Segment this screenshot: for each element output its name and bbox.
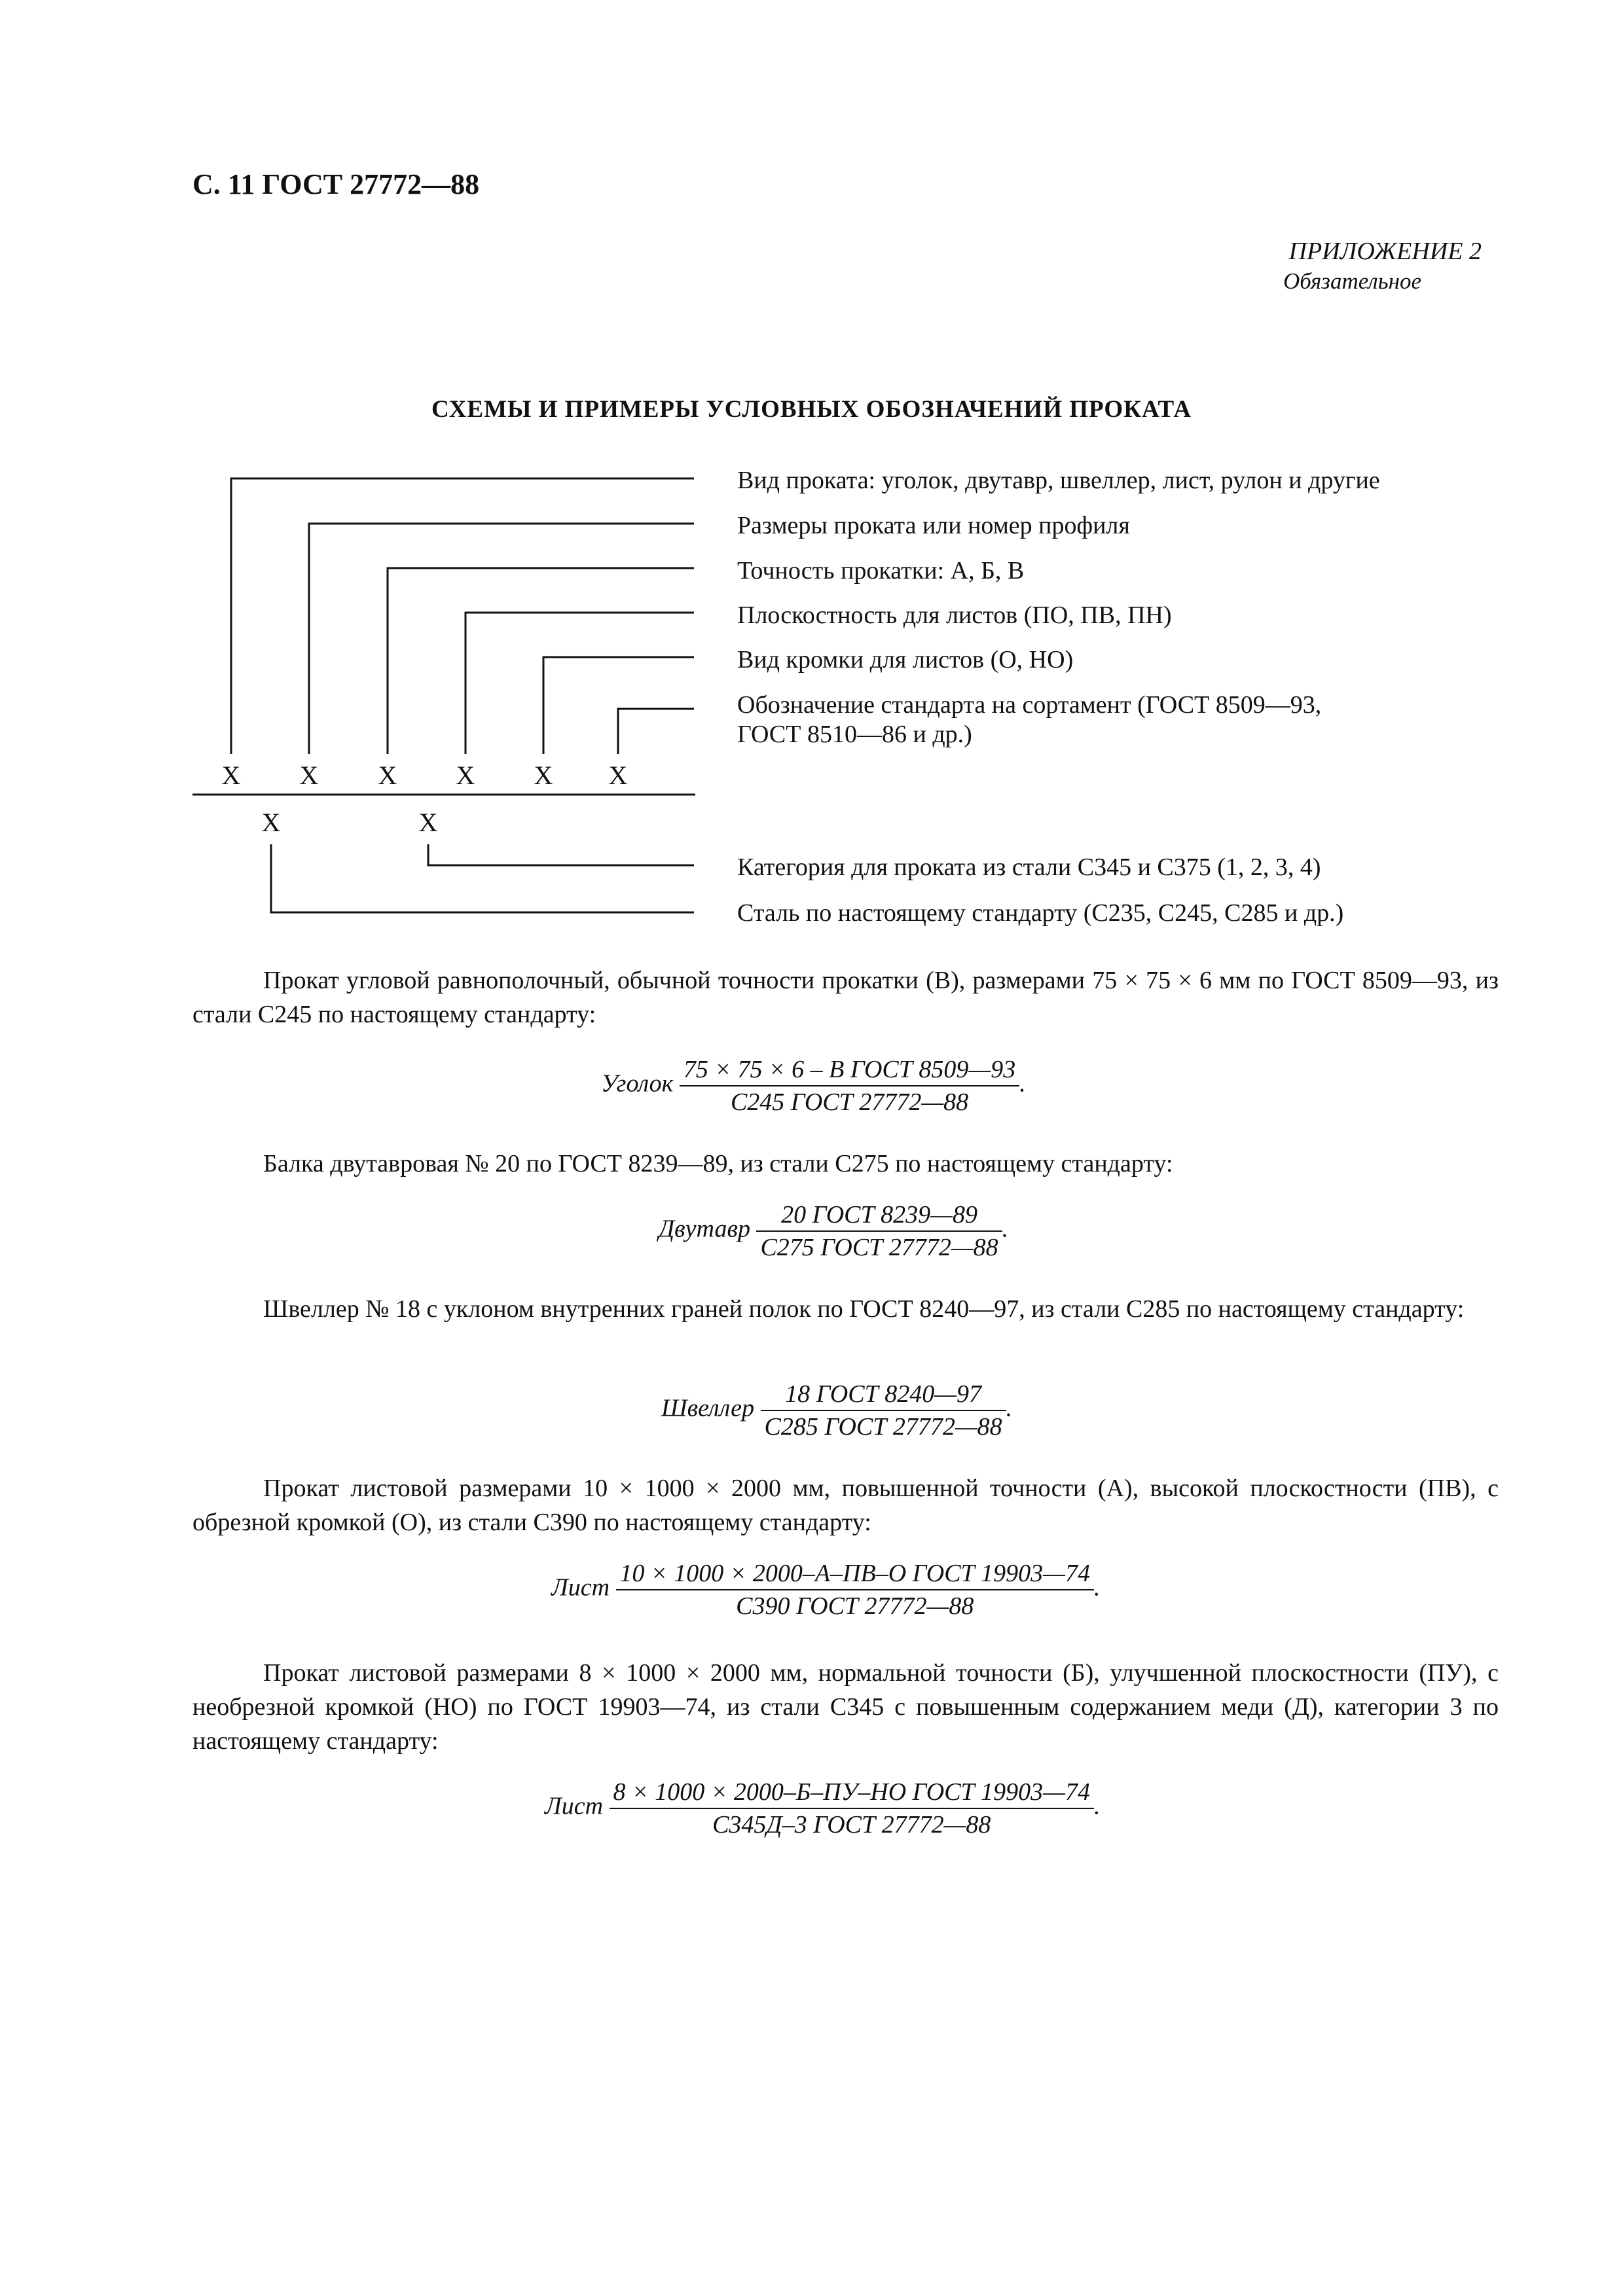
- example-3-designation: [661, 1380, 1012, 1441]
- example-5-numerator: 8 × 1000 × 2000–Б–ПУ–НО ГОСТ 19903—74: [610, 1778, 1094, 1809]
- marker-x-4: X: [456, 761, 475, 790]
- example-3-numerator: 18 ГОСТ 8240—97: [761, 1380, 1006, 1411]
- leader-line-4: [465, 613, 694, 754]
- leader-line-6: [618, 709, 694, 754]
- marker-x-1: X: [221, 761, 241, 790]
- scheme-label-6-cont: ГОСТ 8510—86 и др.): [737, 721, 972, 748]
- marker-x-bottom-2: X: [418, 808, 438, 837]
- marker-x-5: X: [534, 761, 553, 790]
- example-4-period: .: [1093, 1573, 1101, 1602]
- example-5-designation: [545, 1778, 1100, 1839]
- example-3-name: Швеллер: [661, 1394, 754, 1422]
- example-2-period: .: [1002, 1215, 1009, 1243]
- example-2-designation: [659, 1200, 1008, 1262]
- leader-line-bottom-2: [271, 844, 694, 912]
- example-5-name: Лист: [545, 1792, 604, 1820]
- scheme-label-4: Плоскостность для листов (ПО, ПВ, ПН): [737, 601, 1172, 629]
- example-5-period: .: [1093, 1792, 1101, 1820]
- example-4-denominator: С390 ГОСТ 27772—88: [736, 1592, 974, 1620]
- example-1-period: .: [1019, 1069, 1026, 1098]
- example-1-designation: [601, 1055, 1026, 1117]
- leader-line-3: [388, 568, 694, 754]
- appendix-title: ПРИЛОЖЕНИЕ 2: [1288, 238, 1482, 265]
- example-2-denominator: С275 ГОСТ 27772—88: [760, 1234, 998, 1261]
- scheme-label-7: Категория для проката из стали С345 и С375 (1, 2, 3, 4): [737, 853, 1321, 881]
- example-4-text: Прокат листовой размерами 10 × 1000 × 2000 мм, повышенной точности (А), высокой плоскостности (ПВ), с обрезной кромкой (О), из стали С390 по настоящему стандарту:: [192, 1475, 1499, 1536]
- example-4-designation: [551, 1559, 1100, 1621]
- marker-x-2: X: [299, 761, 319, 790]
- section-title: СХЕМЫ И ПРИМЕРЫ УСЛОВНЫХ ОБОЗНАЧЕНИЙ ПРОКАТА: [431, 396, 1192, 423]
- scheme-label-1: Вид проката: уголок, двутавр, швеллер, лист, рулон и другие: [737, 467, 1380, 494]
- leader-line-2: [309, 524, 694, 754]
- example-3-text: Швеллер № 18 с уклоном внутренних граней полок по ГОСТ 8240—97, из стали С285 по настоящему стандарту:: [263, 1295, 1465, 1323]
- example-3-fraction: [761, 1380, 1006, 1441]
- leader-line-bottom-1: [428, 844, 694, 865]
- marker-x-6: X: [608, 761, 628, 790]
- leader-line-1: [231, 478, 694, 754]
- example-1-numerator: 75 × 75 × 6 – В ГОСТ 8509—93: [680, 1055, 1019, 1086]
- example-2-name: Двутавр: [659, 1215, 750, 1243]
- scheme-label-8: Сталь по настоящему стандарту (С235, С245, С285 и др.): [737, 899, 1344, 927]
- example-1-denominator: С245 ГОСТ 27772—88: [730, 1088, 969, 1116]
- example-1-text: Прокат угловой равнополочный, обычной точности прокатки (В), размерами 75 × 75 × 6 мм по ГОСТ 8509—93, из стали С245 по настоящему стандарту:: [192, 967, 1499, 1028]
- example-3-denominator: С285 ГОСТ 27772—88: [764, 1413, 1002, 1441]
- scheme-label-5: Вид кромки для листов (О, НО): [737, 646, 1074, 673]
- example-5-denominator: С345Д–3 ГОСТ 27772—88: [712, 1811, 991, 1839]
- example-5-fraction: [610, 1778, 1094, 1839]
- example-2-text: Балка двутавровая № 20 по ГОСТ 8239—89, из стали С275 по настоящему стандарту:: [263, 1150, 1173, 1177]
- example-1-fraction: [680, 1055, 1019, 1117]
- example-5-text: Прокат листовой размерами 8 × 1000 × 2000 мм, нормальной точности (Б), улучшенной плоскостности (ПУ), с необрезной кромкой (НО) по ГОСТ 19903—74, из стали С345 с повышенным содержанием меди (Д), категории 3 по настоящему стандарту:: [192, 1659, 1499, 1755]
- marker-x-3: X: [378, 761, 397, 790]
- scheme-label-2: Размеры проката или номер профиля: [737, 512, 1130, 539]
- page-header: С. 11 ГОСТ 27772—88: [192, 168, 480, 200]
- example-2-numerator: 20 ГОСТ 8239—89: [756, 1200, 1002, 1232]
- example-4-name: Лист: [551, 1573, 610, 1602]
- scheme-label-3: Точность прокатки: А, Б, В: [737, 557, 1025, 584]
- example-4-numerator: 10 × 1000 × 2000–А–ПВ–О ГОСТ 19903—74: [616, 1559, 1094, 1590]
- example-2-fraction: [756, 1200, 1002, 1262]
- appendix-status: Обязательное: [1283, 268, 1421, 294]
- example-3-period: .: [1006, 1394, 1013, 1422]
- example-1-name: Уголок: [601, 1069, 674, 1098]
- example-4-fraction: [616, 1559, 1094, 1621]
- marker-x-bottom-1: X: [261, 808, 281, 837]
- scheme-label-6: Обозначение стандарта на сортамент (ГОСТ 8509—93,: [737, 691, 1322, 719]
